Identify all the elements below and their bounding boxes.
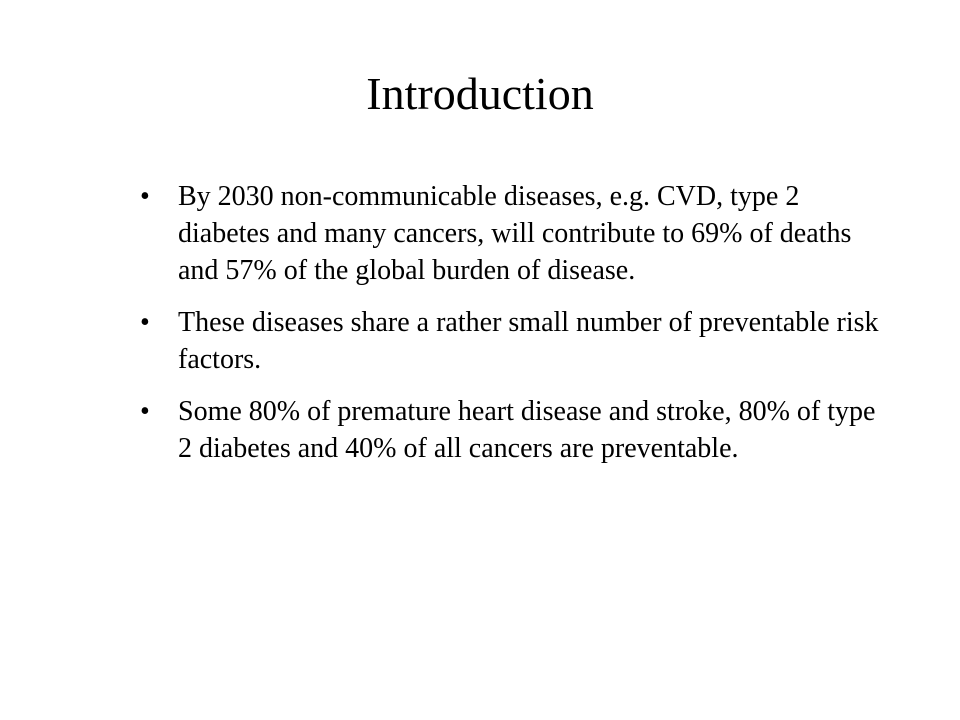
bullet-item-3: [140, 393, 880, 467]
bullet-icon: •: [140, 181, 150, 212]
bullet-item-2: [140, 304, 880, 378]
bullet-item-1: [140, 178, 880, 289]
slide-title: Introduction: [366, 68, 594, 119]
bullet-list: [140, 178, 880, 482]
bullet-text-1: By 2030 non-communicable diseases, e.g. CVD, type 2 diabetes and many cancers, will contribute to 69% of deaths and 57% of the global burden of disease.: [178, 181, 852, 286]
bullet-icon: •: [140, 307, 150, 338]
bullet-text-3: Some 80% of premature heart disease and stroke, 80% of type 2 diabetes and 40% of all cancers are preventable.: [178, 396, 876, 464]
bullet-icon: •: [140, 396, 150, 427]
bullet-text-2: These diseases share a rather small number of preventable risk factors.: [178, 307, 879, 375]
